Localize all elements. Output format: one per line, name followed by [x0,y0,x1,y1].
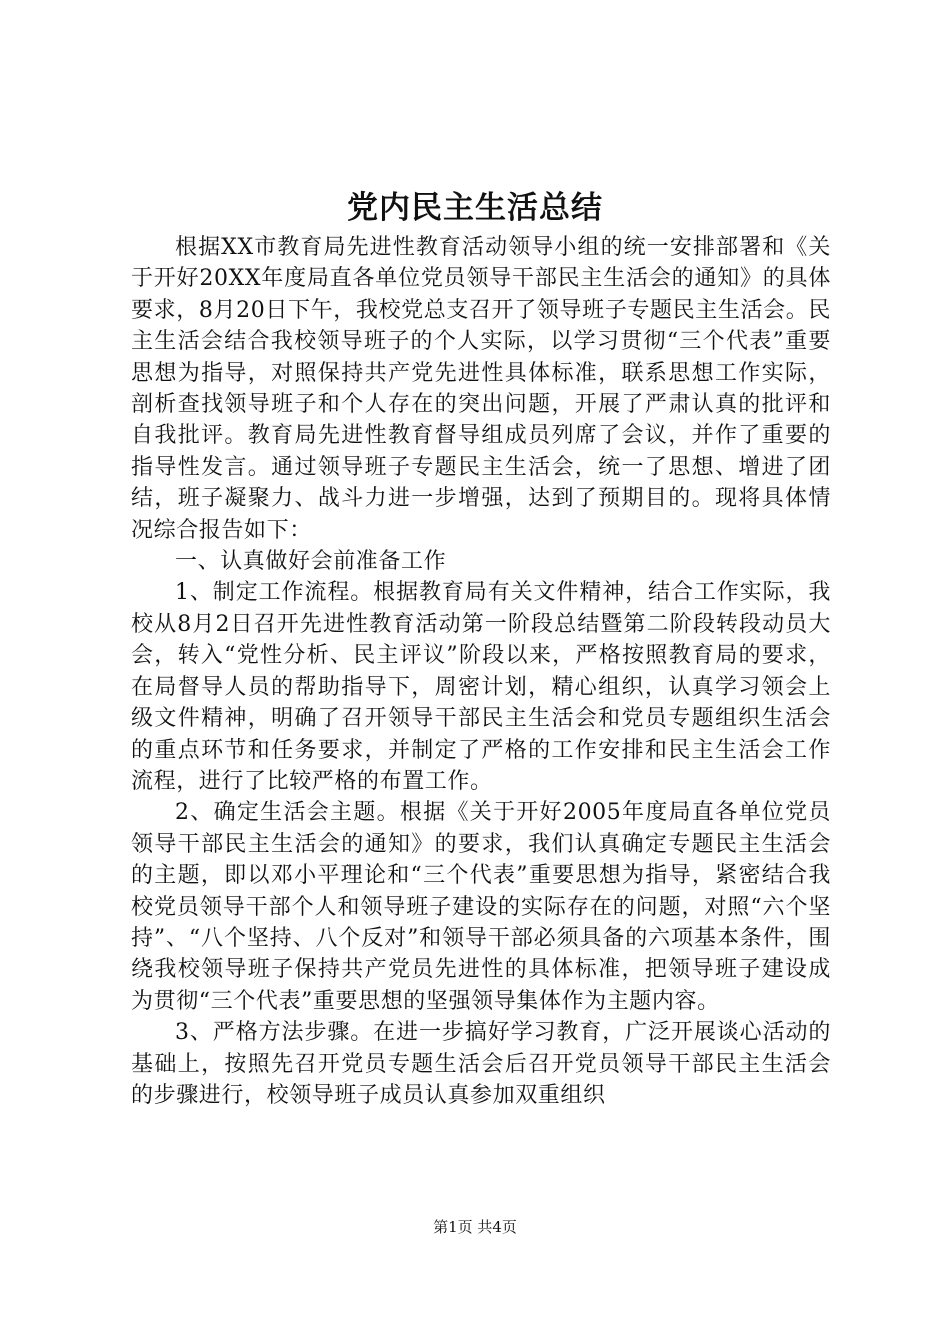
paragraph-intro: 根据XX市教育局先进性教育活动领导小组的统一安排部署和《关于开好20XX年度局直各单位党员领导干部民主生活会的通知》的具体要求，8月20日下午，我校党总支召开了领导班子专题民主生活会。民主生活会结合我校领导班子的个人实际，以学习贯彻“三个代表”重要思想为指导，对照保持共产党先进性具体标准，联系思想工作实际，剖析查找领导班子和个人存在的突出问题，开展了严肃认真的批评和自我批评。教育局先进性教育督导组成员列席了会议，并作了重要的指导性发言。通过领导班子专题民主生活会，统一了思想、增进了团结，班子凝聚力、战斗力进一步增强，达到了预期目的。现将具体情况综合报告如下： [131,235,831,543]
paragraph-theme: 2、确定生活会主题。根据《关于开好2005年度局直各单位党员领导干部民主生活会的通知》的要求，我们认真确定专题民主生活会的主题，即以邓小平理论和“三个代表”重要思想为指导，紧密结合我校党员领导干部个人和领导班子建设的实际存在的问题，对照“六个坚持”、“八个坚持、八个反对”和领导干部必须具备的六项基本条件，围绕我校领导班子保持共产党员先进性的具体标准，把领导班子建设成为贯彻“三个代表”重要思想的坚强领导集体作为主题内容。 [131,800,831,1014]
document-body [131,232,831,1111]
paragraph-workflow: 1、制定工作流程。根据教育局有关文件精神，结合工作实际，我校从8月2日召开先进性教育活动第一阶段总结暨第二阶段转段动员大会，转入“党性分析、民主评议”阶段以来，严格按照教育局的要求，在局督导人员的帮助指导下，周密计划，精心组织，认真学习领会上级文件精神，明确了召开领导干部民主生活会和党员专题组织生活会的重点环节和任务要求，并制定了严格的工作安排和民主生活会工作流程，进行了比较严格的布置工作。 [131,580,831,794]
paragraph-methods: 3、严格方法步骤。在进一步搞好学习教育，广泛开展谈心活动的基础上，按照先召开党员专题生活会后召开党员领导干部民主生活会的步骤进行，校领导班子成员认真参加双重组织 [131,1020,831,1108]
section-heading-preparation: 一、认真做好会前准备工作 [175,549,447,575]
page-number-footer: 第1页 共4页 [433,1218,517,1236]
document-title: 党内民主生活总结 [347,190,603,226]
